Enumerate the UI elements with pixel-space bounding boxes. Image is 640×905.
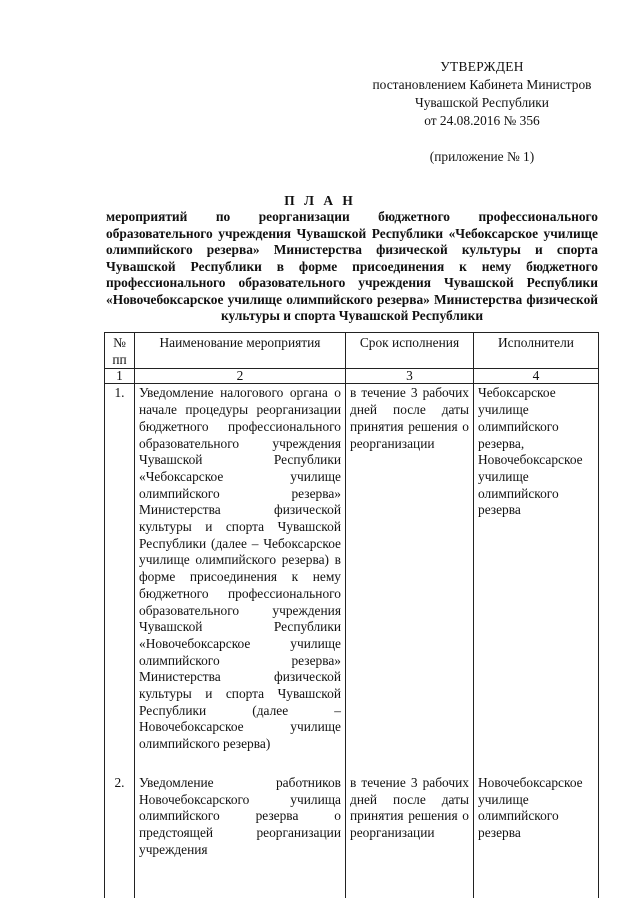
row-name: Уведомление налогового органа о начале процедуры реорганизации бюджетного профессионального образовательного учреждения Чувашской Республики «Чебоксарское училище олимпийского резерва» Министерства физической культуры и спорта Чувашской Республики (далее – Чебоксарское училище олимпийского резерва) в форме присоединения к нему бюджетного профессионального образовательного учреждения Чувашской Республики «Новочебоксарское училище олимпийского резерва» Министерства физической культуры и спорта Чувашской Республики (далее – Новочебоксарское училище олимпийского резерва) bbox=[135, 384, 346, 775]
column-number: 1 bbox=[105, 369, 135, 384]
approval-line-3: от 24.08.2016 № 356 bbox=[424, 113, 540, 128]
header-executors: Исполнители bbox=[474, 333, 599, 369]
row-term: в течение 3 рабочих дней после даты принятия решения о реорганизации bbox=[346, 384, 474, 775]
approval-heading: УТВЕРЖДЕН bbox=[440, 59, 524, 74]
document-title: П Л А Н bbox=[284, 193, 356, 208]
row-executors: Чебоксарское училище олимпийского резерва, Новочебоксарское училище олимпийского резерва bbox=[474, 384, 599, 775]
row-number: 2. bbox=[105, 775, 135, 899]
approval-block bbox=[358, 58, 606, 166]
document-subtitle: мероприятий по реорганизации бюджетного профессионального образовательного учреждения Чувашской Республики «Чебоксарское училище олимпийского резерва» Министерства физической культуры и спорта Чувашской Республики в форме присоединения к нему бюджетного профессионального образовательного учреждения Чувашской Республики «Новочебоксарское училище олимпийского резерва» Министерства физической культуры и спорта Чувашской Республики bbox=[106, 209, 598, 323]
plan-table bbox=[104, 332, 599, 898]
row-number: 1. bbox=[105, 384, 135, 775]
table-row bbox=[105, 775, 599, 899]
table-header-row bbox=[105, 333, 599, 369]
row-executors: Новочебоксарское училище олимпийского резерва bbox=[474, 775, 599, 899]
header-term: Срок исполнения bbox=[346, 333, 474, 369]
approval-line-1: постановлением Кабинета Министров bbox=[372, 77, 592, 92]
approval-line-2: Чувашской Республики bbox=[415, 95, 549, 110]
column-number: 3 bbox=[346, 369, 474, 384]
column-numbers-row bbox=[105, 369, 599, 384]
header-num: № пп bbox=[105, 333, 135, 369]
annex-label: (приложение № 1) bbox=[429, 149, 535, 164]
column-number: 2 bbox=[135, 369, 346, 384]
row-term: в течение 3 рабочих дней после даты принятия решения о реорганизации bbox=[346, 775, 474, 899]
row-name: Уведомление работников Новочебоксарского училища олимпийского резерва о предстоящей реорганизации учреждения bbox=[135, 775, 346, 899]
column-number: 4 bbox=[474, 369, 599, 384]
header-name: Наименование мероприятия bbox=[135, 333, 346, 369]
table-row bbox=[105, 384, 599, 775]
